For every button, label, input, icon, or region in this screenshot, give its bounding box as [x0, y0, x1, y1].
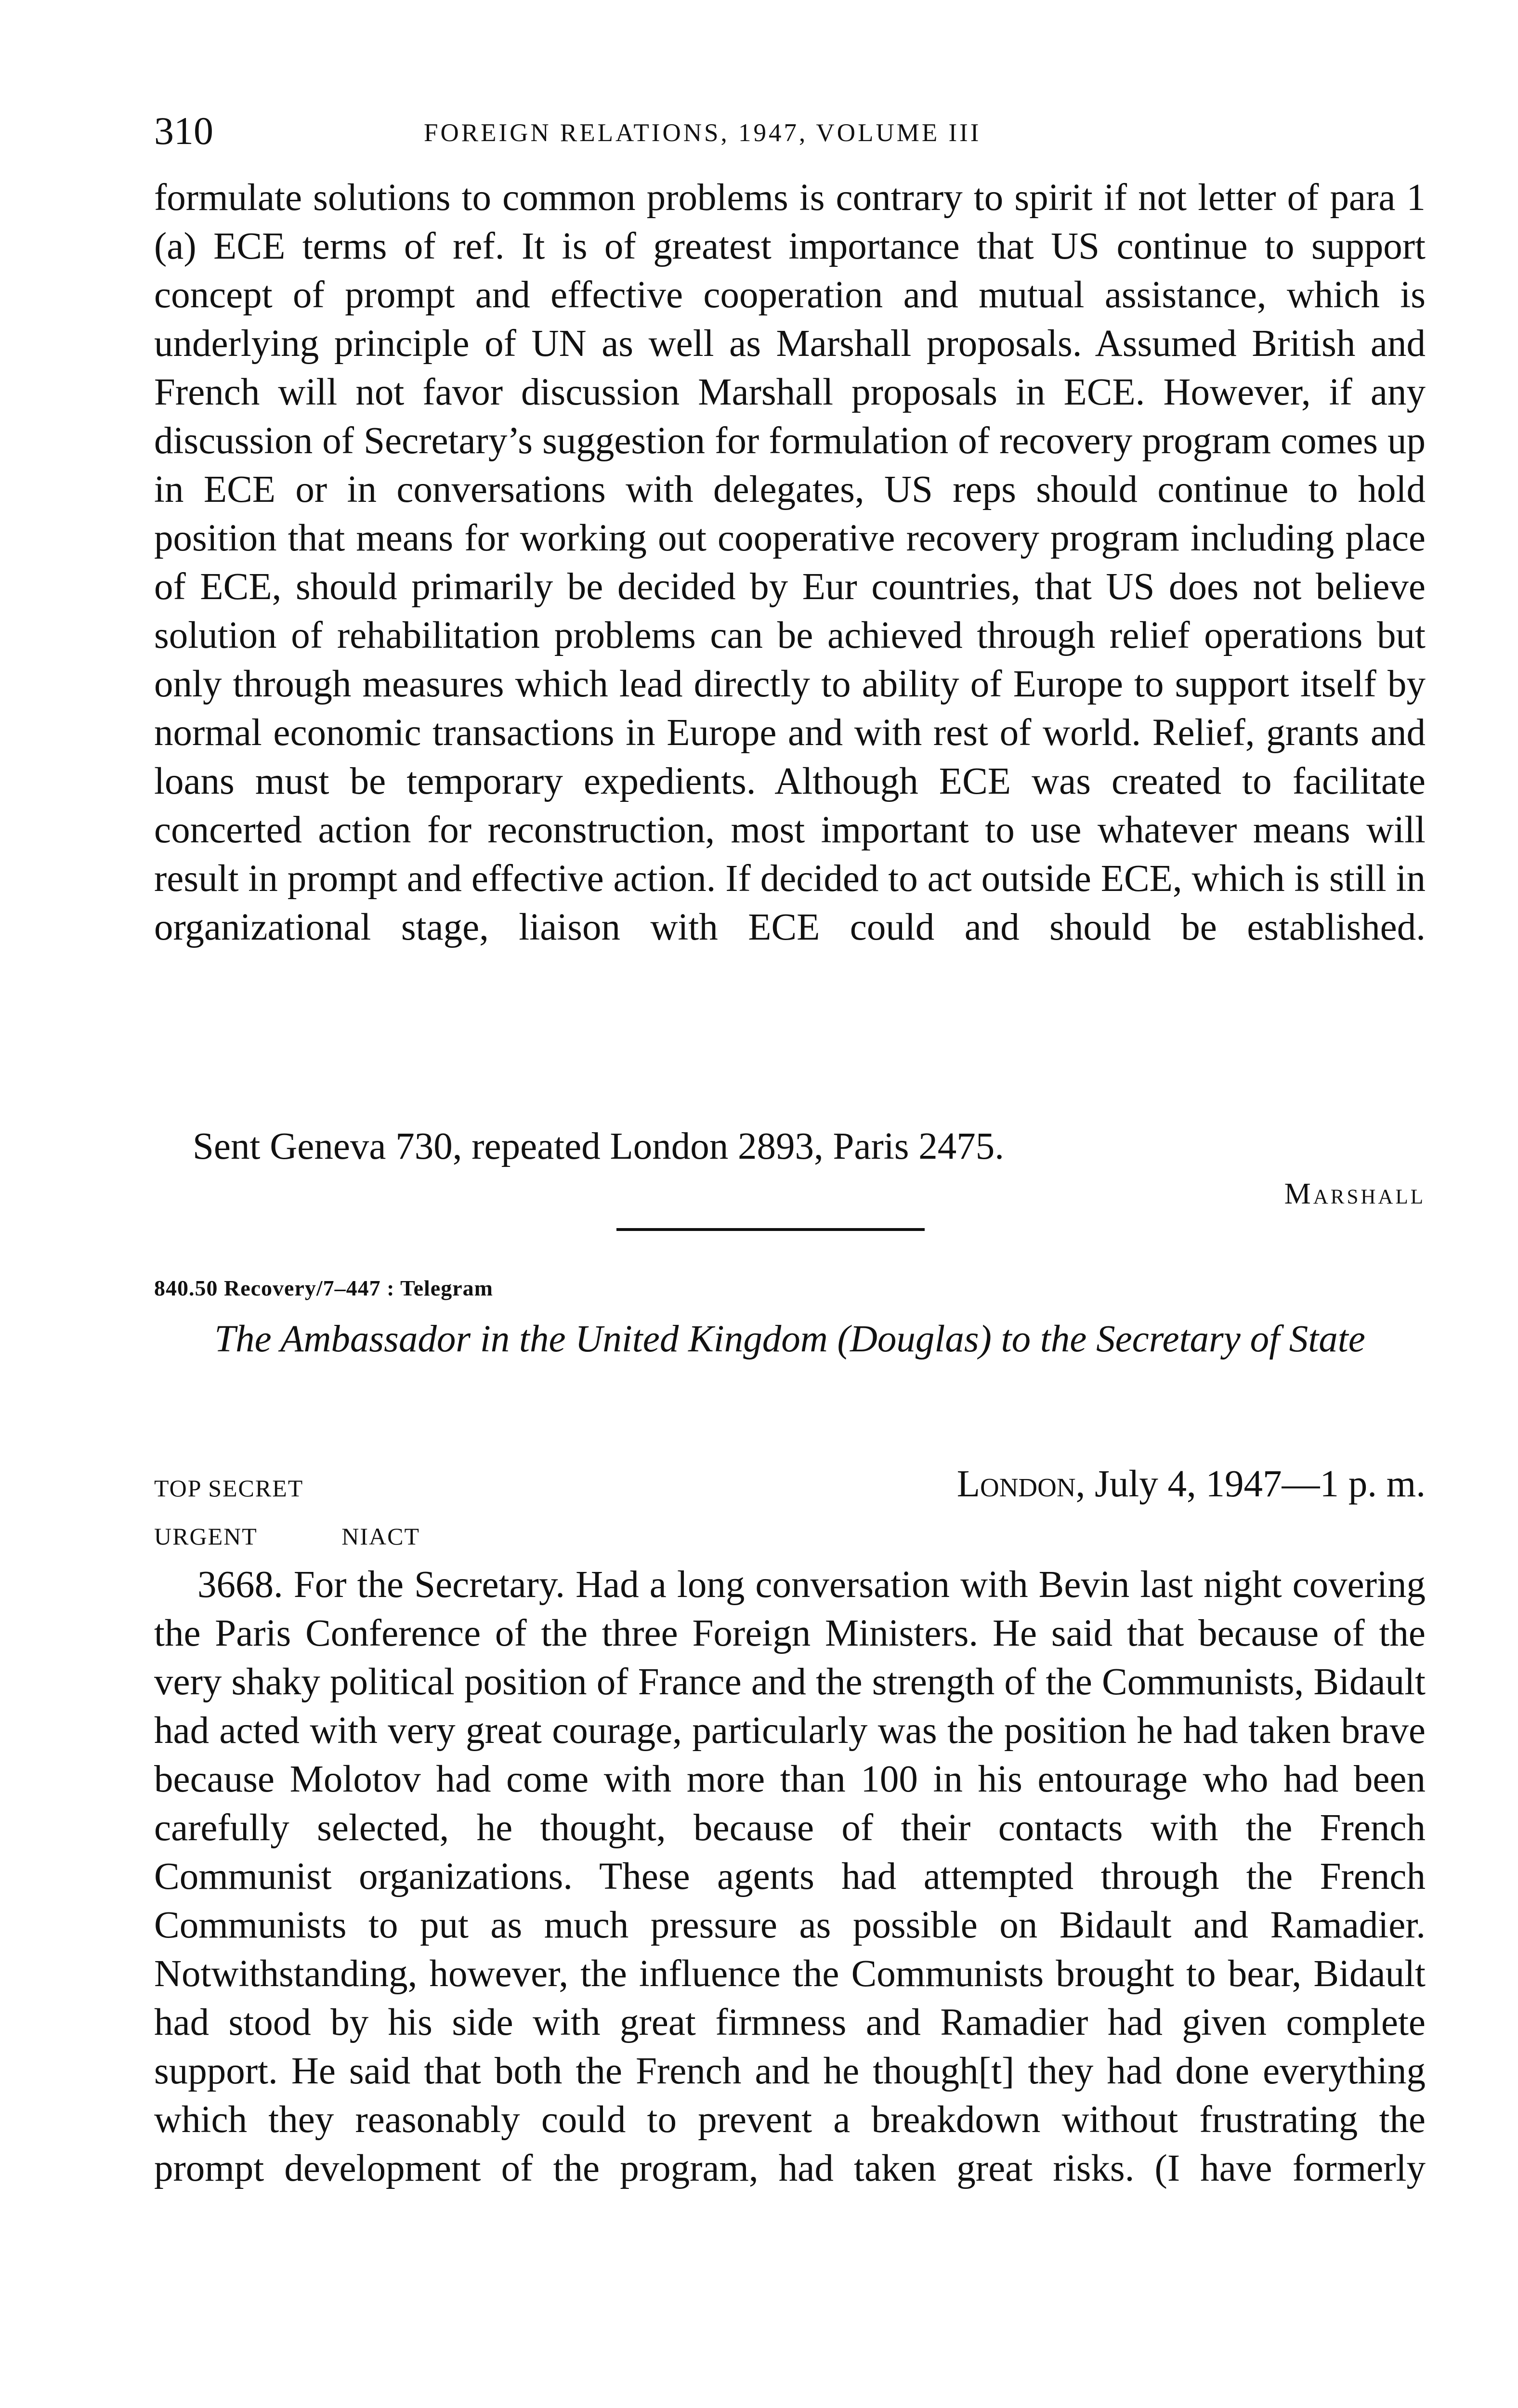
continued-text: formulate solutions to common problems is contrary to spirit if not letter of para 1 (a) ECE terms of ref. It is of greatest importance that US continue to support concept of prompt and effective cooperation and mutual assistance, which is underlying principle of UN as well as Marshall proposals. Assumed British and French will not favor discussion Marshall proposals in ECE. However, if any discussion of Secretary’s suggestion for formulation of recovery program comes up in ECE or in conversations with delegates, US reps should continue to hold position that means for working out cooperative recovery program including place of ECE, should primarily be decided by Eur countries, that US does not believe solution of rehabilitation problems can be achieved through relief operations but only through measures which lead directly to ability of Europe to support itself by normal economic transactions in Europe and with rest of world. Relief, grants and loans must be temporary expedients. Although ECE was created to facilitate concerted action for reconstruction, most important to use whatever means will result in prompt and effective action. If decided to act outside ECE, which is still in organizational stage, liaison with ECE could and should be established.	[154, 177, 1426, 948]
telegram-body	[154, 1560, 1426, 2193]
continued-paragraph	[154, 173, 1426, 952]
section-divider	[616, 1228, 925, 1231]
classification-label: TOP SECRET	[154, 1475, 304, 1502]
dateline-place: London	[956, 1463, 1076, 1505]
urgency-label: URGENT	[154, 1523, 258, 1550]
running-title: FOREIGN RELATIONS, 1947, VOLUME III	[424, 119, 981, 147]
page-header	[154, 107, 1426, 160]
telegram-text: 3668. For the Secretary. Had a long conversation with Bevin last night covering the Paris Conference of the three Foreign Ministers. He said that because of the very shaky political position of France and the strength of the Communists, Bidault had acted with very great courage, particularly was the position he had taken brave because Molotov had come with more than 100 in his entourage who had been carefully selected, he thought, because of their contacts with the French Communist organizations. These agents had attempted through the French Communists to put as much pressure as possible on Bidault and Ramadier. Notwithstanding, however, the influence the Communists brought to bear, Bidault had stood by his side with great firmness and Ramadier had given complete support. He said that both the French and he though[t] they had done everything which they reasonably could to prevent a breakdown without frustrating the prompt development of the program, had taken great risks. (I have formerly	[154, 1564, 1426, 2189]
page-number: 310	[154, 109, 213, 153]
sent-line: Sent Geneva 730, repeated London 2893, Paris 2475.	[193, 1125, 1004, 1167]
urgency-labels	[154, 1517, 420, 1556]
file-reference: 840.50 Recovery/7–447 : Telegram	[154, 1276, 493, 1300]
signature: Marshall	[1284, 1178, 1426, 1210]
niact-label: NIACT	[341, 1523, 420, 1550]
dateline	[957, 1460, 1426, 1508]
dateline-date: , July 4, 1947—1 p. m.	[1075, 1463, 1426, 1505]
document-title: The Ambassador in the United Kingdom (Douglas) to the Secretary of State	[214, 1318, 1365, 1360]
